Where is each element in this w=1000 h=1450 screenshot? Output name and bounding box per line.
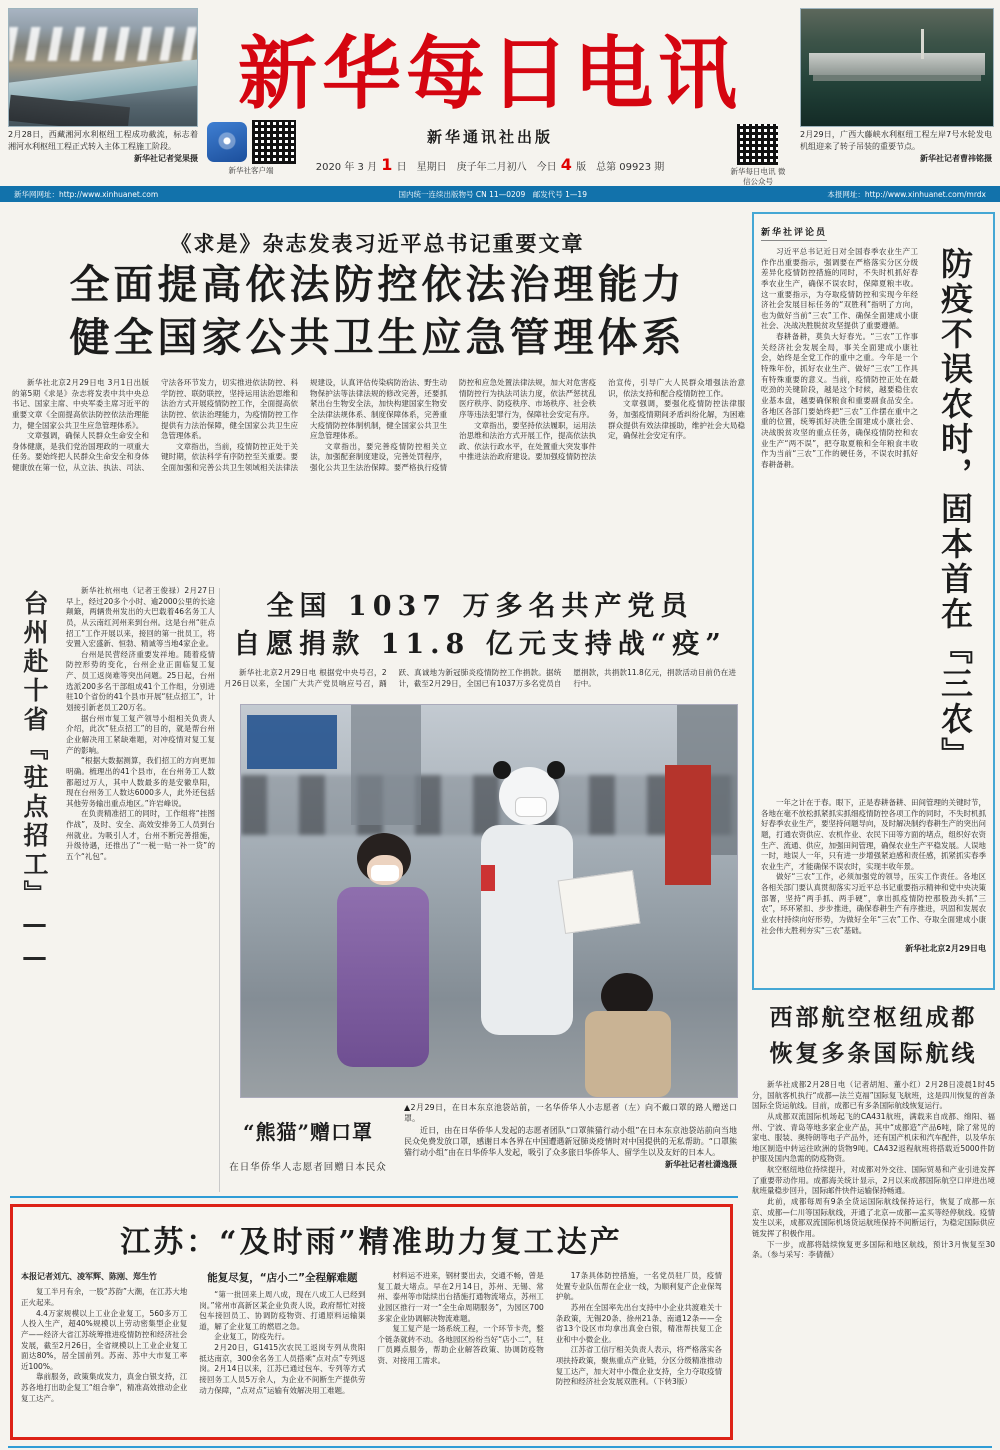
lead-paragraph: 文章指出，要完善疫情防控相关立法，加强配套制度建设，完善处罚程序，强化公共卫生法治保障。要严格执行疫情防控和应急处置法律法规，加大对危害疫情防控行为执法司法力度，依法严惩扰乱医疗秩序、防疫秩序、市场秩序、社会秩序等违法犯罪行为，保障社会安定有序。 <box>310 378 596 473</box>
publisher-line: 新华通讯社出版 <box>426 128 553 146</box>
lead-paragraph: 文章强调，要强化疫情防控法律服务，加强疫情期间矛盾纠纷化解，为困难群众提供有效法律援助，维护社会大局稳定，确保社会安定有序。 <box>608 399 745 441</box>
jiangsu-paragraph: 企业复工，防疫先行。 <box>214 1332 290 1342</box>
taizhou-paragraph: “根据大数据测算，我们招工的方向更加明确。梳理出的41个县市，在台州务工人数都超过万人，其中人数最多的是安徽阜阳，现在台州务工人数达6000多人，此外还包括其他劳务输出重点地区。”许岩峰说。 <box>66 756 215 808</box>
lead-paragraph: 文章指出，当前，疫情防控正处于关键时期，依法科学有序防控至关重要。要全面加强和完善公共卫生领域相关法律法规建设，认真评估传染病防治法、野生动物保护法等法律法规的修改完善，还要抓紧出台生物安全法，加快构建国家生物安全法律法规体系、制度保障体系，完善重大疫情防控体制机制，健全国家公共卫生应急管理体系。 <box>161 378 447 473</box>
date-prefix: 2020 年 3 月 <box>315 162 378 173</box>
jiangsu-subhead: 能复尽复，“店小二”全程解难题 <box>207 1272 358 1284</box>
photo-story-title: “熊猫”赠口罩 <box>242 1120 373 1144</box>
section-divider <box>10 1196 738 1198</box>
editorial-dateline: 新华社北京2月29日电 <box>905 944 986 953</box>
taizhou-headline: 台州赴十省『驻点招工』—— <box>20 590 49 975</box>
jiangsu-article-box <box>10 1204 733 1440</box>
panda-ear <box>547 761 565 779</box>
lead-kicker: 《求是》杂志发表习近平总书记重要文章 <box>170 231 585 256</box>
jiangsu-paragraph: 靠前服务，政策集成发力，真金白银支持，江苏各地打出助企复工“组合拳”，精准高效推动企业复工达产。 <box>21 1372 188 1403</box>
lead-headline-line2: 健全国家公共卫生应急管理体系 <box>69 314 686 361</box>
editorial-box <box>752 212 995 990</box>
jiangsu-headline: 江苏：“及时雨”精准助力复工达产 <box>120 1225 623 1260</box>
page-bottom-rule <box>8 1446 992 1448</box>
lead-headline-line1: 全面提高依法防控依法治理能力 <box>69 261 686 308</box>
child2-coat <box>585 1011 671 1097</box>
child-purple-coat <box>337 887 429 1067</box>
jiangsu-paragraph: “第一批回来上周八成，现在八成工人已经到岗。”常州市高新区某企业负责人说，政府帮忙对接包车接回员工、协调防疫物资、打通原料运输渠道，解了企业复工的燃眉之急。 <box>199 1289 366 1331</box>
lead-paragraph: 文章指出，要坚持依法履职，运用法治思维和法治方式开展工作，提高依法执政、依法行政水平，在处置重大突发事件中推进法治政府建设。要加强疫情防控法治宣传，引导广大人民群众增强法治意识，依法支持和配合疫情防控工作。 <box>459 378 745 462</box>
photo-credit: 新华社记者觉果摄 <box>134 154 198 163</box>
jiangsu-paragraph: 复工复产是一场系统工程，一个环节卡壳，整个链条就转不动。各地园区纷纷当好“店小二”，驻厂员蹲点服务，帮助企业解答政策、协调防疫物资、对接用工需求。 <box>377 1324 544 1366</box>
child-mask <box>371 865 399 881</box>
photo-story-subtitle: 在日华侨华人志愿者回赠日本民众 <box>229 1162 387 1173</box>
jiangsu-columns <box>21 1271 722 1429</box>
lead-headline <box>10 258 745 364</box>
taizhou-article <box>12 586 215 1193</box>
date-suffix: 版 总第 09923 期 <box>576 162 665 173</box>
xinhua-app-icon <box>207 122 247 162</box>
day-number: 1 <box>381 155 393 174</box>
building-shape <box>351 705 421 825</box>
lead-paragraph: 文章强调，确保人民群众生命安全和身体健康，是我们党治国理政的一项重大任务。要始终把人民群众生命安全和身体健康放在第一位，从立法、执法、司法、守法各环节发力，切实推进依法防控、科学防控、联防联控，坚持运用法治思维和法治方式开展疫情防控工作，全面提高依法防控、依法治理能力，为疫情防控工作提供有力法治保障，健全国家公共卫生应急管理体系。 <box>12 378 298 473</box>
app-caption: 新华社客户端 <box>228 166 274 175</box>
volunteer-white-suit <box>481 825 573 1035</box>
jiangsu-byline: 本报记者刘亢、凌军辉、陈刚、郑生竹 <box>21 1272 157 1281</box>
donation-headline-line1: 全国 1037 万多名共产党员 <box>266 591 694 622</box>
top-right-photo <box>800 8 994 127</box>
vending-machine-shape <box>665 765 711 885</box>
taizhou-paragraph: 新华社杭州电（记者王俊禄）2月27日早上，经过20多个小时、逾2000公里的长途颠簸，两辆贵州发出的大巴载着46名务工人员，从云南红河州来到台州。这是台州“驻点招工”工作开展以来，接回的第一批员工，将安置入宏盛新、恒勃、精诚等当地4家企业。 <box>66 586 215 649</box>
top-left-photo <box>8 8 198 127</box>
caption-text: 2月29日，广西大藤峡水利枢纽工程左岸7号水轮发电机组迎来了转子吊装的重要节点。 <box>800 130 992 151</box>
jiangsu-paragraph: 江苏省工信厅相关负责人表示，将严格落实各项扶持政策，聚焦重点产业链，分区分级精准推动复工达产，加大对中小微企业支持，全力夺取疫情防控和经济社会发展双胜利。（下转3版） <box>555 1345 722 1387</box>
info-bar-right: 本报网址：http://www.xinhuanet.com/mrdx <box>827 189 986 199</box>
jiangsu-col1 <box>21 1271 187 1429</box>
blue-signboard-shape <box>247 715 337 769</box>
chengdu-paragraph: 从成都双流国际机场起飞的CA431航班，满载来自成都、绵阳、福州、宁波、青岛等地多家企业产品，其中“成都造”产品6吨，除了常见的家电、服装、奥特朗等电子产品外，还有国产机床和汽车配件，以及华东地区制造中转运往欧洲的货物9吨。CA432返程航班将搭载近5000件防护服及国内急需的防疫物资。 <box>752 1111 995 1164</box>
editorial-tag: 新华社评论员 <box>761 225 827 241</box>
info-bar-center: 国内统一连续出版物号 CN 11—0209 邮发代号 1—19 <box>398 189 587 199</box>
jiangsu-col2 <box>199 1271 365 1429</box>
jiangsu-paragraph: 4.4万家规模以上工业企业复工，560多万工人投入生产，超40%规模以上劳动密集型企业复产——经济大省江苏统筹推进疫情防控和经济社会发展，截至2月26日，全省规模以上工业企业复工面达80%，居全国前列。苏南、苏中大市复工率近100%。 <box>21 1308 188 1371</box>
chengdu-paragraph: 此前，成都每周有9条全货运国际航线保持运行，恢复了成都—东京、成都—仁川等国际航线，开通了北京—成都—孟买等经停航线。疫情发生以来，成都双流国际机场货运航班保持不间断运行，为稳定国际供应链发挥了积极作用。 <box>752 1197 995 1238</box>
chengdu-body <box>752 1080 995 1261</box>
donation-headline-line2: 自愿捐款 11.8 亿元支持战“疫” <box>233 629 727 660</box>
chengdu-paragraph: 航空枢纽地位持续提升，对成都对外交往、国际贸易和产业引进发挥了重要带动作用。成都海关统计显示，2月以来成都国际航空口岸进出境航班量稳步回升，国际邮件快件运输保持畅通。 <box>752 1165 995 1196</box>
edition-number: 4 <box>560 155 572 174</box>
newspaper-title: 新华每日电讯 <box>238 27 742 120</box>
date-mid: 日 星期日 庚子年二月初八 今日 <box>396 162 557 173</box>
mask-carton <box>558 870 641 934</box>
dam-structure-shape <box>809 53 985 75</box>
editorial-paragraph: 习近平总书记近日对全国春季农业生产工作作出重要指示，强调要在严格落实分区分级差异化疫情防控措施的同时，不失时机抓好春季农业生产，确保不误农时，保障夏粮丰收。这一重要指示，为夺取疫情防控和实现今年经济社会发展目标任务的“双胜利”指明了方向，也为做好当前“三农”工作、确保全面建成小康社会、决战决胜脱贫攻坚提供了重要遵循。 <box>761 247 918 331</box>
editorial-text-2 <box>761 798 986 940</box>
editorial-headline: 防疫不误农时，固本首在『三农』 <box>936 247 974 772</box>
editorial-text-1 <box>761 247 918 792</box>
top-right-photo-caption <box>800 129 992 165</box>
top-left-photo-caption <box>8 129 198 165</box>
jiangsu-col4 <box>556 1271 722 1429</box>
jiangsu-paragraph: 17条具体防控措施，一名党员驻厂员，疫情处置专业队伍帮在企业一线，为顺利复产企业保驾护航。 <box>555 1271 722 1302</box>
info-bar <box>0 186 1000 202</box>
editorial-paragraph: 做好“三农”工作，必须加强党的领导，压实工作责任。各地区各相关部门要认真贯彻落实习近平总书记重要指示精神和党中央决策部署，坚持“两手抓、两手硬”，拿出抓疫情防控那股劲头抓“三农”，环环紧扣、步步推进，确保春耕生产有序推进，巩固和发展农业农村持续向好形势，为做好全年“三农”工作、夺取全面建成小康社会伟大胜利夯实“三农”基础。 <box>761 872 986 935</box>
chengdu-headline-line1: 西部航空枢纽成都 <box>769 1004 978 1031</box>
donation-body <box>224 668 736 706</box>
photo-story-title-block <box>224 1102 392 1192</box>
caption-text: 2月28日，西藏湘河水利枢纽工程成功截流，标志着湘河水利枢纽工程正式转入主体工程施工阶段。 <box>8 130 198 151</box>
chengdu-article <box>752 1000 995 1446</box>
column-rule <box>219 588 220 1192</box>
photo-caption-paragraph: 近日，由在日华侨华人发起的志愿者团队“口罩熊猫行动小组”在日本东京池袋站前向当地民众免费发放口罩，感谢日本各界在中国遭遇新冠肺炎疫情时对中国提供的无私帮助。“口罩熊猫行动小组”由在日华侨华人发起，吸引了众多旅日华侨华人、留学生以及友好的日本人。 <box>404 1125 737 1158</box>
info-bar-left: 新华网网址：http://www.xinhuanet.com <box>14 189 159 199</box>
jiangsu-paragraph: 2月20日，G1415次农民工返岗专列从贵阳抵达南京，300余名务工人员搭乘“点对点”专列返岗。2月14日以来，江苏已通过包车、专列等方式接回务工人员5万余人，为企业不间断生产提供劳动力保障，“点对点”运输有效解决用工难题。 <box>199 1343 366 1395</box>
snow-mountain-shape <box>9 27 197 61</box>
chengdu-paragraph: 新华社成都2月28日电（记者胡旭、董小红）2月28日凌晨1时45分，国航客机执行“成都—法兰克福”国际复飞航班，这是四川恢复的首条国际全货运航线。目前，成都已有多条国际航线恢复运行。 <box>752 1080 995 1111</box>
photo-caption-paragraph: ▲2月29日，在日本东京池袋站前，一名华侨华人小志愿者（左）向不戴口罩的路人赠送口罩。 <box>404 1103 737 1124</box>
panda-ear <box>493 761 511 779</box>
crane-shape <box>921 29 924 59</box>
qr-right-caption: 新华每日电讯 微信公众号 <box>730 167 786 186</box>
taizhou-paragraph: 据台州市复工复产领导小组相关负责人介绍，此次“驻点招工”的目的，就是帮台州企业解决用工紧缺难题，对冲疫情对复工复产的影响。 <box>66 713 215 755</box>
panda-mask-photo <box>240 704 738 1098</box>
editorial-paragraph: 一年之计在于春。眼下，正是春耕备耕、田间管理的关键时节，各地在毫不放松抓紧抓实抓细疫情防控各项工作的同时，不失时机抓好春季农业生产，要坚持问题导向，及时解决制约春耕生产的突出问题，打通农资供应、农机作业、农民下田等方面的堵点，组织好农资生产、流通、供应，加强田间管理，确保农业生产平稳发展。人误地一时，地误人一年，只有进一步增强紧迫感和责任感，抓紧抓实春季农业生产，才能确保不误农时，实现丰收年景。 <box>761 798 986 871</box>
editorial-paragraph: 春耕备耕，莫负大好春光。“三农”工作事关经济社会发展全局，事关全面建成小康社会，始终是全党工作的重中之重。今年是一个特殊年份，抓好农业生产、做好“三农”工作具有特殊重要的意义。当前，疫情防控正处在最吃劲的关键阶段，越是这个时候，越要稳住农业基本盘，越要确保粮食和重要副食品安全。各地区各部门要始终把“三农”工作摆在重中之重的位置，统筹抓好决胜全面建成小康社会、决战脱贫攻坚的重点任务，确保疫情防控和农业生产“两不误”，把夺取夏粮和全年粮食丰收作为当前“三农”工作的硬任务，不误农时抓好春耕备耕。 <box>761 332 918 469</box>
photo-credit: 新华社记者杜潇逸摄 <box>665 1159 737 1169</box>
photo-story-text <box>404 1102 737 1192</box>
qr-code-right <box>737 124 778 165</box>
jiangsu-col3 <box>378 1271 544 1429</box>
chengdu-paragraph: 下一步，成都将陆续恢复更多国际和地区航线，预计3月恢复至30条。（参与采写：李倩薇） <box>752 1239 995 1260</box>
face-mask <box>515 797 547 817</box>
red-armband <box>481 865 495 891</box>
chengdu-headline-line2: 恢复多条国际航线 <box>769 1040 978 1067</box>
jiangsu-paragraph: 苏州在全国率先出台支持中小企业共渡难关十条政策，无锡20条、徐州21条、南通12条——全省13个设区市均拿出真金白银，精准帮扶复工企业和中小微企业。 <box>555 1302 722 1344</box>
photo-credit: 新华社记者曹祎铭摄 <box>920 154 992 163</box>
taizhou-paragraph: 在负责精准招工的同时，工作组将“挂图作战”，及时、安全、高效安排务工人员到台州就业。为吸引人才，台州不断完善措施，升级待遇，还推出了“一税一贴一补一贷”的五个“礼包”。 <box>66 809 215 862</box>
taizhou-paragraph: 台州是民营经济重要发祥地。随着疫情防控形势的变化，台州企业正面临复工复产、员工返岗难等突出问题。25日起，台州选派200多名干部组成41个工作组，分别进驻10个省份的41个县市开展“驻点招工”，计划接引新老员工20万名。 <box>66 649 215 713</box>
date-line <box>255 155 725 174</box>
lead-body <box>12 378 745 578</box>
donation-paragraph: 新华社北京2月29日电 根据党中央号召，2月26日以来，全国广大共产党员响应号召，踊跃、真诚地为新冠肺炎疫情防控工作捐款。据统计，截至2月29日，全国已有1037万多名党员自愿捐款，共捐款11.8亿元，捐款活动目前仍在进行中。 <box>224 668 736 688</box>
lead-paragraph: 新华社北京2月29日电 3月1日出版的第5期《求是》杂志将发表中共中央总书记、国家主席、中央军委主席习近平的重要文章《全面提高依法防控依法治理能力，健全国家公共卫生应急管理体系》。 <box>12 378 149 430</box>
crowd-silhouettes <box>241 775 737 835</box>
photo-story-caption <box>224 1102 737 1192</box>
jiangsu-paragraph: 材料运不进来，钢材要出去，交通不畅，曾是复工最大堵点。早在2月14日，苏州、无锡、常州、泰州等市陆续出台措施打通物流堵点，苏州工业园区推行一对一“全生命周期服务”，为园区700多家企业协调解决物流难题。 <box>377 1271 544 1323</box>
donation-headline <box>224 588 736 664</box>
jiangsu-paragraph: 复工半月有余，一股“苏韵”大潮，在江苏大地正火起来。 <box>21 1287 188 1307</box>
chengdu-headline <box>752 1000 995 1072</box>
